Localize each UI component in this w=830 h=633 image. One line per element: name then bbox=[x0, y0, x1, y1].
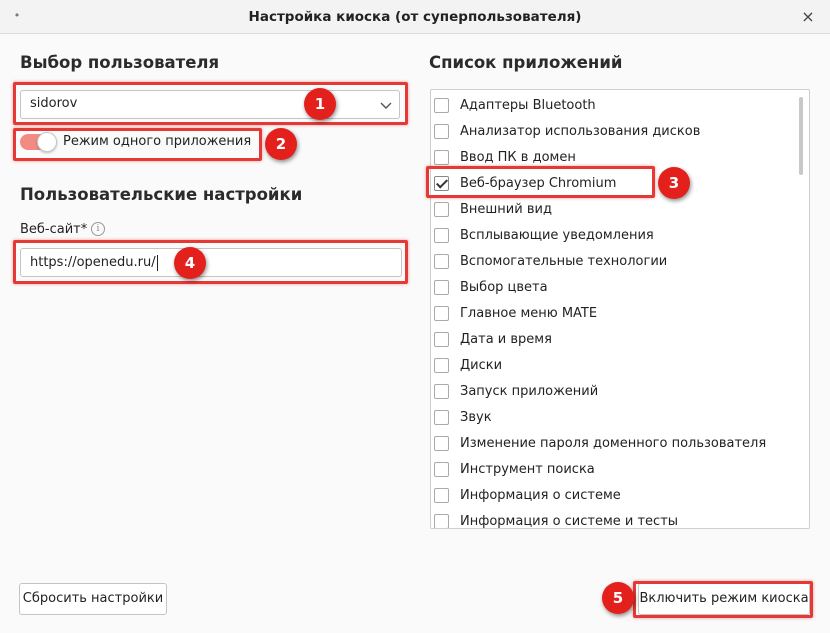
badge-2: 2 bbox=[265, 128, 297, 160]
user-settings-title: Пользовательские настройки bbox=[20, 185, 303, 204]
app-checkbox[interactable] bbox=[434, 358, 449, 373]
app-checkbox[interactable] bbox=[434, 410, 449, 425]
app-checkbox[interactable] bbox=[434, 488, 449, 503]
app-label: Внешний вид bbox=[460, 202, 552, 217]
app-list-item[interactable] bbox=[431, 405, 791, 431]
app-list-item[interactable] bbox=[431, 431, 791, 457]
reset-settings-button[interactable]: Сбросить настройки bbox=[19, 583, 167, 615]
app-label: Инструмент поиска bbox=[460, 462, 595, 477]
app-label: Звук bbox=[460, 410, 492, 425]
app-list-item[interactable] bbox=[431, 327, 791, 353]
app-checkbox[interactable] bbox=[434, 462, 449, 477]
app-list-item[interactable] bbox=[431, 249, 791, 275]
app-checkbox[interactable] bbox=[434, 436, 449, 451]
highlight-chromium bbox=[426, 166, 655, 198]
app-list-item[interactable] bbox=[431, 301, 791, 327]
app-checkbox[interactable] bbox=[434, 228, 449, 243]
badge-4: 4 bbox=[174, 247, 206, 279]
app-list-item[interactable] bbox=[431, 275, 791, 301]
highlight-user-select bbox=[13, 82, 408, 125]
badge-3: 3 bbox=[658, 167, 690, 199]
user-select-value: sidorov bbox=[30, 96, 78, 111]
app-checkbox[interactable] bbox=[434, 202, 449, 217]
app-checkbox[interactable] bbox=[434, 332, 449, 347]
title-bar bbox=[0, 0, 830, 34]
app-list-item[interactable] bbox=[431, 353, 791, 379]
user-section-title: Выбор пользователя bbox=[20, 53, 220, 72]
badge-5: 5 bbox=[602, 582, 634, 614]
app-label: Адаптеры Bluetooth bbox=[460, 98, 596, 113]
app-checkbox[interactable] bbox=[434, 384, 449, 399]
single-app-toggle-label: Режим одного приложения bbox=[63, 134, 252, 149]
app-checkbox[interactable] bbox=[434, 254, 449, 269]
app-label: Информация о системе и тесты bbox=[460, 514, 679, 529]
app-list-item[interactable] bbox=[431, 509, 791, 529]
window-menu-icon[interactable]: • bbox=[13, 9, 21, 22]
info-icon[interactable]: i bbox=[91, 222, 105, 236]
app-label: Всплывающие уведомления bbox=[460, 228, 654, 243]
app-label: Веб-браузер Chromium bbox=[460, 176, 617, 191]
app-label: Запуск приложений bbox=[460, 384, 599, 399]
badge-1: 1 bbox=[304, 88, 336, 120]
app-list-item[interactable] bbox=[431, 93, 791, 119]
highlight-website-input bbox=[13, 240, 408, 284]
app-list-item[interactable] bbox=[431, 197, 791, 223]
app-label: Информация о системе bbox=[460, 488, 621, 503]
app-list-scrollbar[interactable] bbox=[799, 97, 803, 175]
app-list-item[interactable] bbox=[431, 223, 791, 249]
app-label: Вспомогательные технологии bbox=[460, 254, 668, 269]
app-label: Ввод ПК в домен bbox=[460, 150, 576, 165]
website-label: Веб-сайт* bbox=[20, 222, 88, 237]
app-label: Анализатор использования дисков bbox=[460, 124, 701, 139]
window-title: Настройка киоска (от суперпользователя) bbox=[248, 9, 582, 25]
app-label: Дата и время bbox=[460, 332, 552, 347]
app-checkbox[interactable] bbox=[434, 98, 449, 113]
app-checkbox[interactable] bbox=[434, 150, 449, 165]
app-checkbox[interactable] bbox=[434, 280, 449, 295]
app-checkbox[interactable] bbox=[434, 306, 449, 321]
highlight-single-app-toggle bbox=[13, 128, 262, 161]
app-checkbox[interactable] bbox=[434, 124, 449, 139]
app-list[interactable] bbox=[430, 89, 810, 529]
app-checkbox[interactable] bbox=[434, 514, 449, 529]
app-list-item[interactable] bbox=[431, 457, 791, 483]
app-label: Изменение пароля доменного пользователя bbox=[460, 436, 767, 451]
website-input-value: https://openedu.ru/ bbox=[30, 255, 156, 270]
app-label: Выбор цвета bbox=[460, 280, 548, 295]
app-list-item[interactable] bbox=[431, 119, 791, 145]
app-label: Главное меню MATE bbox=[460, 306, 598, 321]
close-icon[interactable]: × bbox=[801, 7, 815, 26]
apps-section-title: Список приложений bbox=[429, 53, 623, 72]
app-list-item[interactable] bbox=[431, 379, 791, 405]
app-label: Диски bbox=[460, 358, 503, 373]
highlight-enable-kiosk bbox=[633, 581, 813, 618]
enable-kiosk-button[interactable]: Включить режим киоска bbox=[638, 583, 810, 615]
app-list-item[interactable] bbox=[431, 483, 791, 509]
